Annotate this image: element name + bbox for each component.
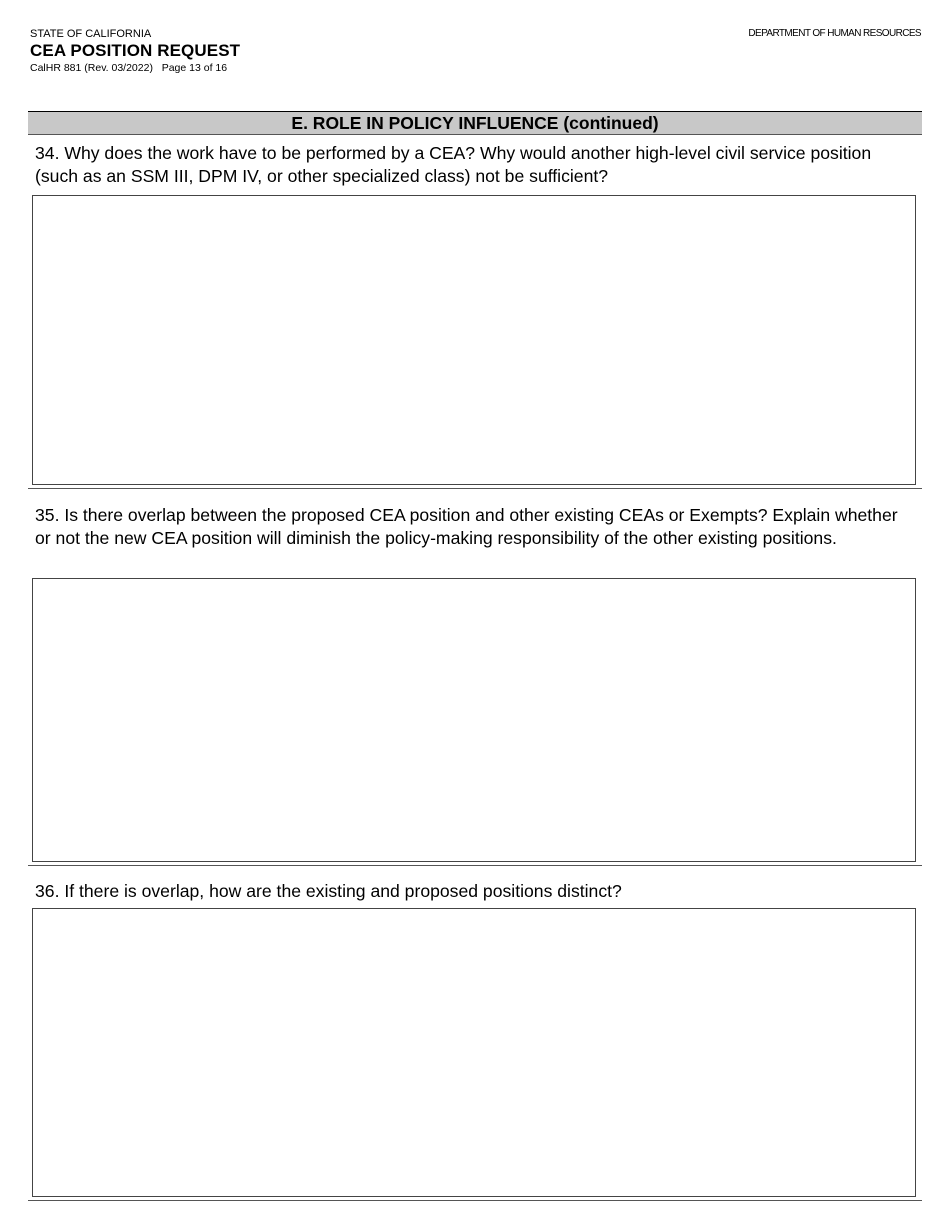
question-35-answer-field[interactable] [32, 578, 916, 862]
question-36-text: 36. If there is overlap, how are the existing and proposed positions distinct? [35, 881, 622, 901]
department-label: DEPARTMENT OF HUMAN RESOURCES [748, 28, 921, 39]
form-title: CEA POSITION REQUEST [30, 41, 241, 60]
form-number: CalHR 881 (Rev. 03/2022) Page 13 of 16 [30, 62, 228, 74]
section-header: E. ROLE IN POLICY INFLUENCE (continued) [28, 111, 922, 135]
section-divider [28, 488, 922, 489]
section-divider [28, 865, 922, 866]
question-36-answer-field[interactable] [32, 908, 916, 1197]
question-35-text: 35. Is there overlap between the proposed CEA position and other existing CEAs or Exempts? Explain whether or not the new CEA position will diminish the policy-making responsibility of the other existing positions. [35, 505, 898, 548]
question-34-answer-field[interactable] [32, 195, 916, 485]
state-label: STATE OF CALIFORNIA [30, 28, 152, 40]
section-divider [28, 1200, 922, 1201]
question-34-text: 34. Why does the work have to be performed by a CEA? Why would another high-level civil service position (such as an SSM III, DPM IV, or other specialized class) not be sufficient? [35, 143, 872, 186]
